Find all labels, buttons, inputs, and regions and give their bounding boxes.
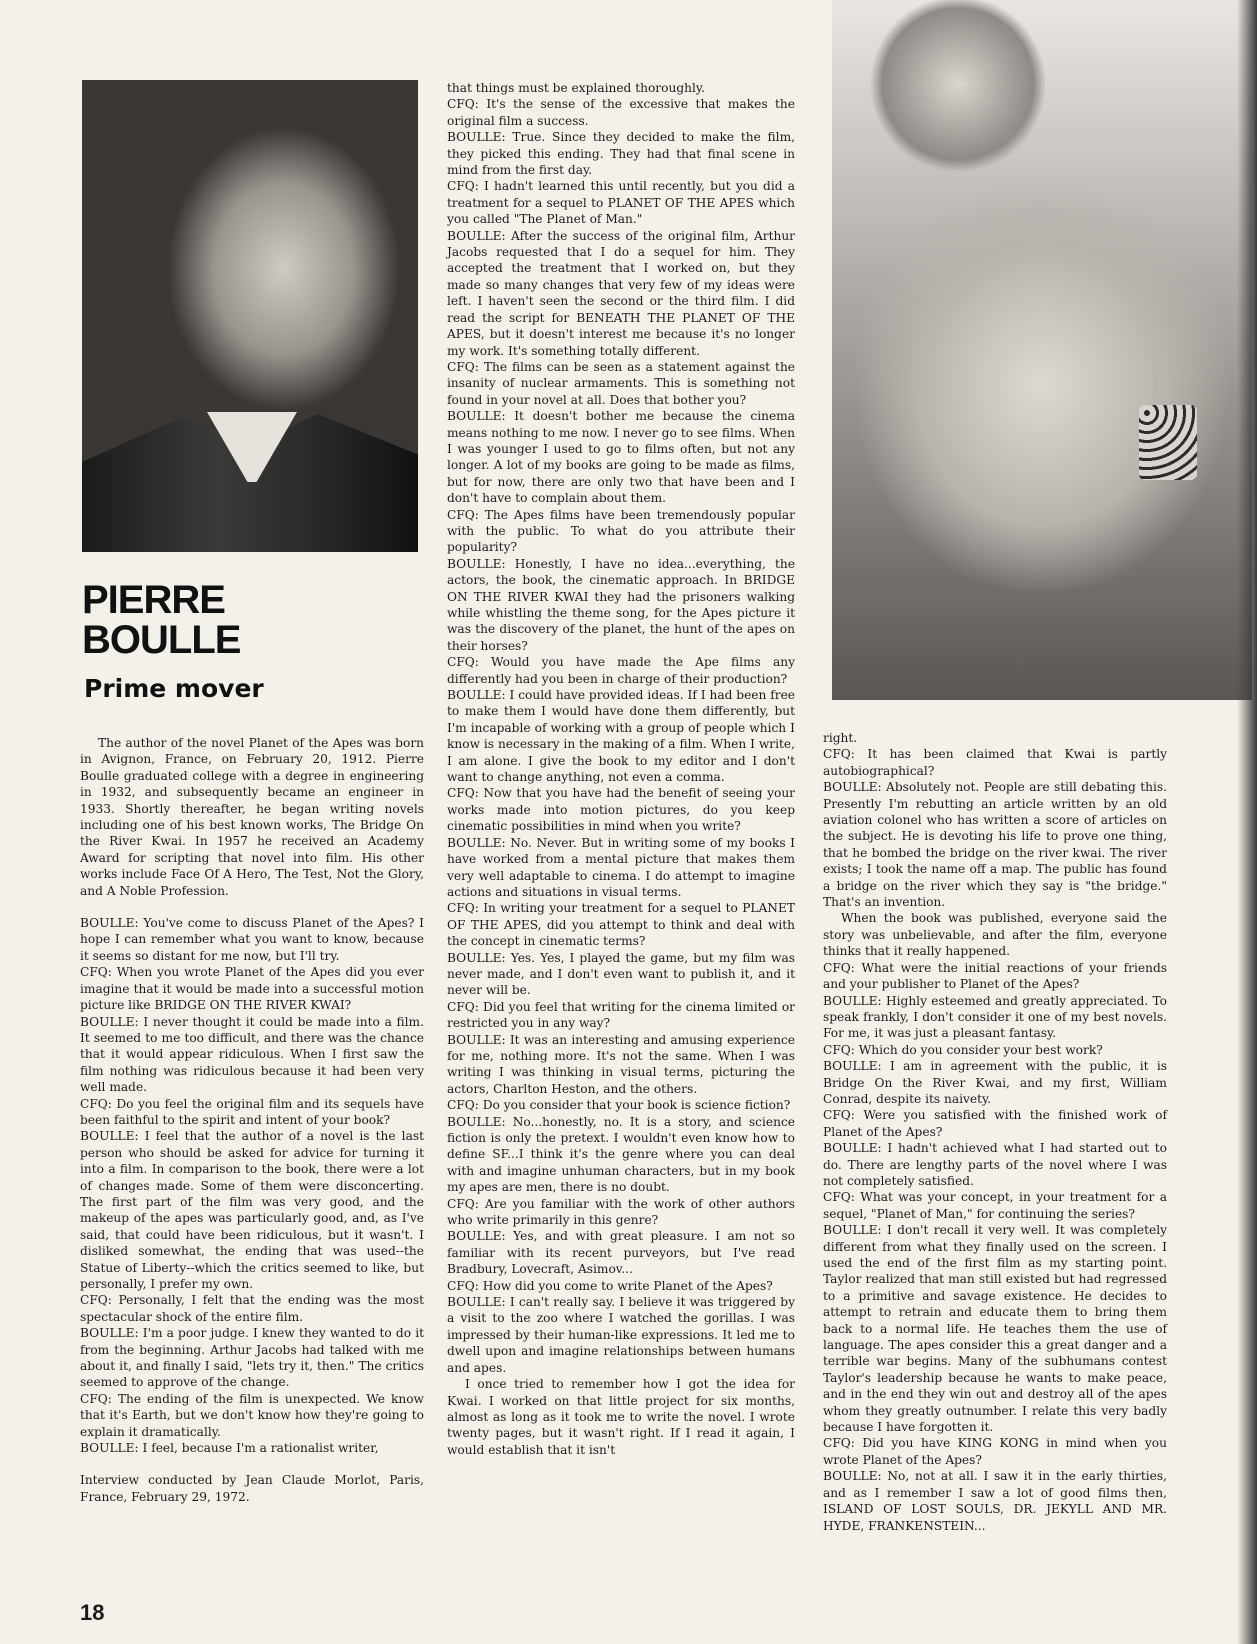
qa-paragraph: CFQ: The ending of the film is unexpected. We know that it's Earth, but we don't know how they're going to explain it dramatically. <box>80 1391 424 1439</box>
qa-paragraph: When the book was published, everyone said the story was unbelievable, and after the film, everyone thinks that it really happened. <box>823 911 1167 959</box>
qa-paragraph: CFQ: Are you familiar with the work of other authors who write primarily in this genre? <box>447 1196 795 1228</box>
qa-paragraph: BOULLE: You've come to discuss Planet of the Apes? I hope I can remember what you want to know, because it seems so distant for me now, but I'll try. <box>80 916 424 963</box>
pierre-boulle-portrait-photo <box>82 80 418 552</box>
qa-paragraph: CFQ: The films can be seen as a statement against the insanity of nuclear armaments. This is something not found in your novel at all. Does that bother you? <box>447 359 795 407</box>
qa-paragraph: BOULLE: True. Since they decided to make the film, they picked this ending. They had that final scene in mind from the first day. <box>447 130 795 178</box>
qa-paragraph: BOULLE: Absolutely not. People are still debating this. Presently I'm rebutting an article written by an old aviation colonel who has written a score of articles on the subject. He is devoting his life to prove one thing, that he bombed the bridge on the river kwai. The river exists; I took the name off a map. The public has found a bridge on the river which they say is "the bridge." That's an invention. <box>823 780 1167 910</box>
qa-paragraph: CFQ: It's the sense of the excessive that makes the original film a success. <box>447 97 795 128</box>
qa-paragraph: BOULLE: Honestly, I have no idea...everything, the actors, the book, the cinematic approach. In BRIDGE ON THE RIVER KWAI they had the prisoners walking while whistling the theme song, for the Apes picture it was the discovery of the planet, the hunt of the apes on their horses? <box>447 556 795 653</box>
text-column-2 <box>447 80 795 1458</box>
qa-paragraph: BOULLE: I feel that the author of a novel is the last person who should be asked for advice for turning it into a film. In comparison to the book, there were a lot of changes made. Some of them were disconcerting. The first part of the film was very good, and the makeup of the apes was particularly good, and, as I've said, that could have been ridiculous, but it wasn't. I disliked somewhat, the ending that was used--the Statue of Liberty--which the critics seemed to like, but personally, I prefer my own. <box>80 1129 424 1291</box>
qa-paragraph: BOULLE: Yes, and with great pleasure. I am not so familiar with its recent purveyors, but I've read Bradbury, Lovecraft, Asimov... <box>447 1229 795 1277</box>
qa-paragraph: BOULLE: It was an interesting and amusing experience for me, nothing more. It's not the same. When I was writing I was thinking in visual terms, picturing the actors, Charlton Heston, and the others. <box>447 1032 795 1096</box>
qa-paragraph: CFQ: Personally, I felt that the ending was the most spectacular shock of the entire film. <box>80 1293 424 1324</box>
qa-paragraph: CFQ: Do you consider that your book is science fiction? <box>447 1098 791 1113</box>
qa-paragraph: BOULLE: It doesn't bother me because the cinema means nothing to me now. I never go to see films. When I was younger I used to go to films often, but not any longer. A lot of my books are going to be made as films, but for now, there are only two that have been and I don't have to complain about them. <box>447 409 795 506</box>
qa-paragraph: BOULLE: After the success of the original film, Arthur Jacobs requested that I do a sequel for him. They accepted the treatment that I worked on, but they made so many changes that very few of my ideas were left. I haven't seen the second or the third film. I did read the script for BENEATH THE PLANET OF THE APES, but it doesn't interest me because it's no longer my work. It's something totally different. <box>447 228 795 358</box>
article-headline <box>82 580 240 660</box>
qa-paragraph: CFQ: How did you come to write Planet of the Apes? <box>447 1278 773 1293</box>
qa-paragraph: BOULLE: I am in agreement with the public, it is Bridge On the River Kwai, and my first, William Conrad, despite its naivety. <box>823 1059 1167 1106</box>
qa-paragraph: BOULLE: I can't really say. I believe it was triggered by a visit to the zoo where I watched the gorillas. I was impressed by their human-like expressions. It led me to dwell upon and imagine relationships between humans and apes. <box>447 1295 795 1375</box>
qa-paragraph: CFQ: In writing your treatment for a sequel to PLANET OF THE APES, did you attempt to think and deal with the concept in cinematic terms? <box>447 901 795 949</box>
article-subhead: Prime mover <box>84 674 264 703</box>
qa-paragraph: BOULLE: No, not at all. I saw it in the early thirties, and as I remember I saw a lot of good films then, ISLAND OF LOST SOULS, DR. JEKYLL AND MR. HYDE, FRANKENSTEIN... <box>823 1469 1167 1533</box>
qa-paragraph: BOULLE: No. Never. But in writing some of my books I have worked from a mental picture that makes them very well adaptable to cinema. I do attempt to imagine actions and situations in visual terms. <box>447 835 795 899</box>
qa-paragraph: BOULLE: Yes. Yes, I played the game, but my film was never made, and I don't even want to publish it, and it never will be. <box>447 950 795 998</box>
qa-paragraph: BOULLE: I'm a poor judge. I knew they wanted to do it from the beginning. Arthur Jacobs had talked with me about it, and finally I said, "lets try it, then." The critics seemed to approve of the change. <box>80 1326 424 1390</box>
qa-paragraph: CFQ: Did you have KING KONG in mind when you wrote Planet of the Apes? <box>823 1436 1167 1467</box>
patterned-cup <box>1139 405 1197 480</box>
headline-line-1: PIERRE <box>82 578 225 622</box>
text-column-3 <box>823 730 1167 1534</box>
qa-paragraph: CFQ: Which do you consider your best work? <box>823 1042 1103 1057</box>
qa-paragraph: CFQ: What was your concept, in your treatment for a sequel, "Planet of Man," for continuing the series? <box>823 1190 1167 1221</box>
qa-paragraph: CFQ: When you wrote Planet of the Apes did you ever imagine that it would be made into a successful motion picture like BRIDGE ON THE RIVER KWAI? <box>80 965 424 1013</box>
qa-paragraph: BOULLE: I feel, because I'm a rationalist writer, <box>80 1441 379 1456</box>
page-number: 18 <box>80 1600 105 1625</box>
qa-paragraph: BOULLE: I never thought it could be made into a film. It seemed to me too difficult, and there was the chance that it would appear ridiculous. When I first saw the film nothing was ridiculous because it had been very well made. <box>80 1014 424 1095</box>
qa-paragraph: BOULLE: I hadn't achieved what I had started out to do. There are lengthy parts of the novel where I was not completely satisfied. <box>823 1141 1167 1188</box>
qa-paragraph: I once tried to remember how I got the idea for Kwai. I worked on that little project for six months, almost as long as it took me to write the novel. I wrote twenty pages, but it wasn't right. If I read it again, I would establish that it isn't <box>447 1377 795 1457</box>
qa-paragraph: CFQ: I hadn't learned this until recently, but you did a treatment for a sequel to PLANET OF THE APES which you called "The Planet of Man." <box>447 179 795 227</box>
text-column-1 <box>80 735 424 1505</box>
qa-paragraph: CFQ: Now that you have had the benefit of seeing your works made into motion pictures, do you keep cinematic possibilities in mind when you write? <box>447 786 795 834</box>
qa-paragraph: CFQ: It has been claimed that Kwai is partly autobiographical? <box>823 747 1167 778</box>
qa-paragraph: BOULLE: I could have provided ideas. If I had been free to make them I would have done them differently, but I'm incapable of working with a group of people which I know is necessary in the making of a film. When I write, I am alone. I give the book to my editor and I don't want to change anything, not even a comma. <box>447 688 795 785</box>
qa-paragraph: CFQ: Were you satisfied with the finished work of Planet of the Apes? <box>823 1108 1167 1139</box>
qa-paragraph: right. <box>823 731 858 745</box>
qa-paragraph: CFQ: Do you feel the original film and its sequels have been faithful to the spirit and intent of your book? <box>80 1096 424 1127</box>
qa-paragraph: CFQ: Did you feel that writing for the cinema limited or restricted you in any way? <box>447 999 795 1031</box>
page-gutter-shadow <box>1237 0 1257 1644</box>
qa-paragraph: BOULLE: Highly esteemed and greatly appreciated. To speak frankly, I don't consider it one of my best novels. For me, it was just a pleasant fantasy. <box>823 993 1167 1041</box>
qa-paragraph: BOULLE: No...honestly, no. It is a story, and science fiction is only the pretext. I wouldn't even know how to define SF...I think it's the genre where you can deal with and imagine unhuman characters, but in my book my apes are men, there is no doubt. <box>447 1114 795 1195</box>
ape-character-photo <box>832 0 1252 700</box>
qa-paragraph: BOULLE: I don't recall it very well. It was completely different from what they finally used on the screen. I used the end of the first film as my starting point. Taylor realized that man still existed but had regressed to a primitive and savage existence. He decides to attempt to retrain and educate them to bring them back to a normal life. He teaches them the use of language. The apes consider this a great danger and a terrible war begins. Many of the subhumans contest Taylor's leadership because he wants to make peace, and in the end they win out and destroy all of the apes whom they greatly outnumber. I relate this very badly because I have forgotten it. <box>823 1223 1167 1435</box>
qa-paragraph: CFQ: What were the initial reactions of your friends and your publisher to Planet of the Apes? <box>823 960 1167 992</box>
qa-paragraph: CFQ: Would you have made the Ape films any differently had you been in charge of their production? <box>447 655 795 686</box>
qa-paragraph: that things must be explained thoroughly. <box>447 81 706 95</box>
intro-paragraph: The author of the novel Planet of the Apes was born in Avignon, France, on February 20, 1912. Pierre Boulle graduated college with a degree in engineering in 1932, and subsequently became an engineer in 1933. Shortly thereafter, he began writing novels including one of his best known works, The Bridge On the River Kwai. In 1957 he received an Academy Award for scripting that novel into film. His other works include Face Of A Hero, The Test, Not the Glory, and A Noble Profession. <box>80 736 424 898</box>
qa-paragraph: CFQ: The Apes films have been tremendously popular with the public. To what do you attribute their popularity? <box>447 507 795 555</box>
interview-credit: Interview conducted by Jean Claude Morlot, Paris, France, February 29, 1972. <box>80 1473 424 1504</box>
headline-line-2: BOULLE <box>82 618 241 662</box>
